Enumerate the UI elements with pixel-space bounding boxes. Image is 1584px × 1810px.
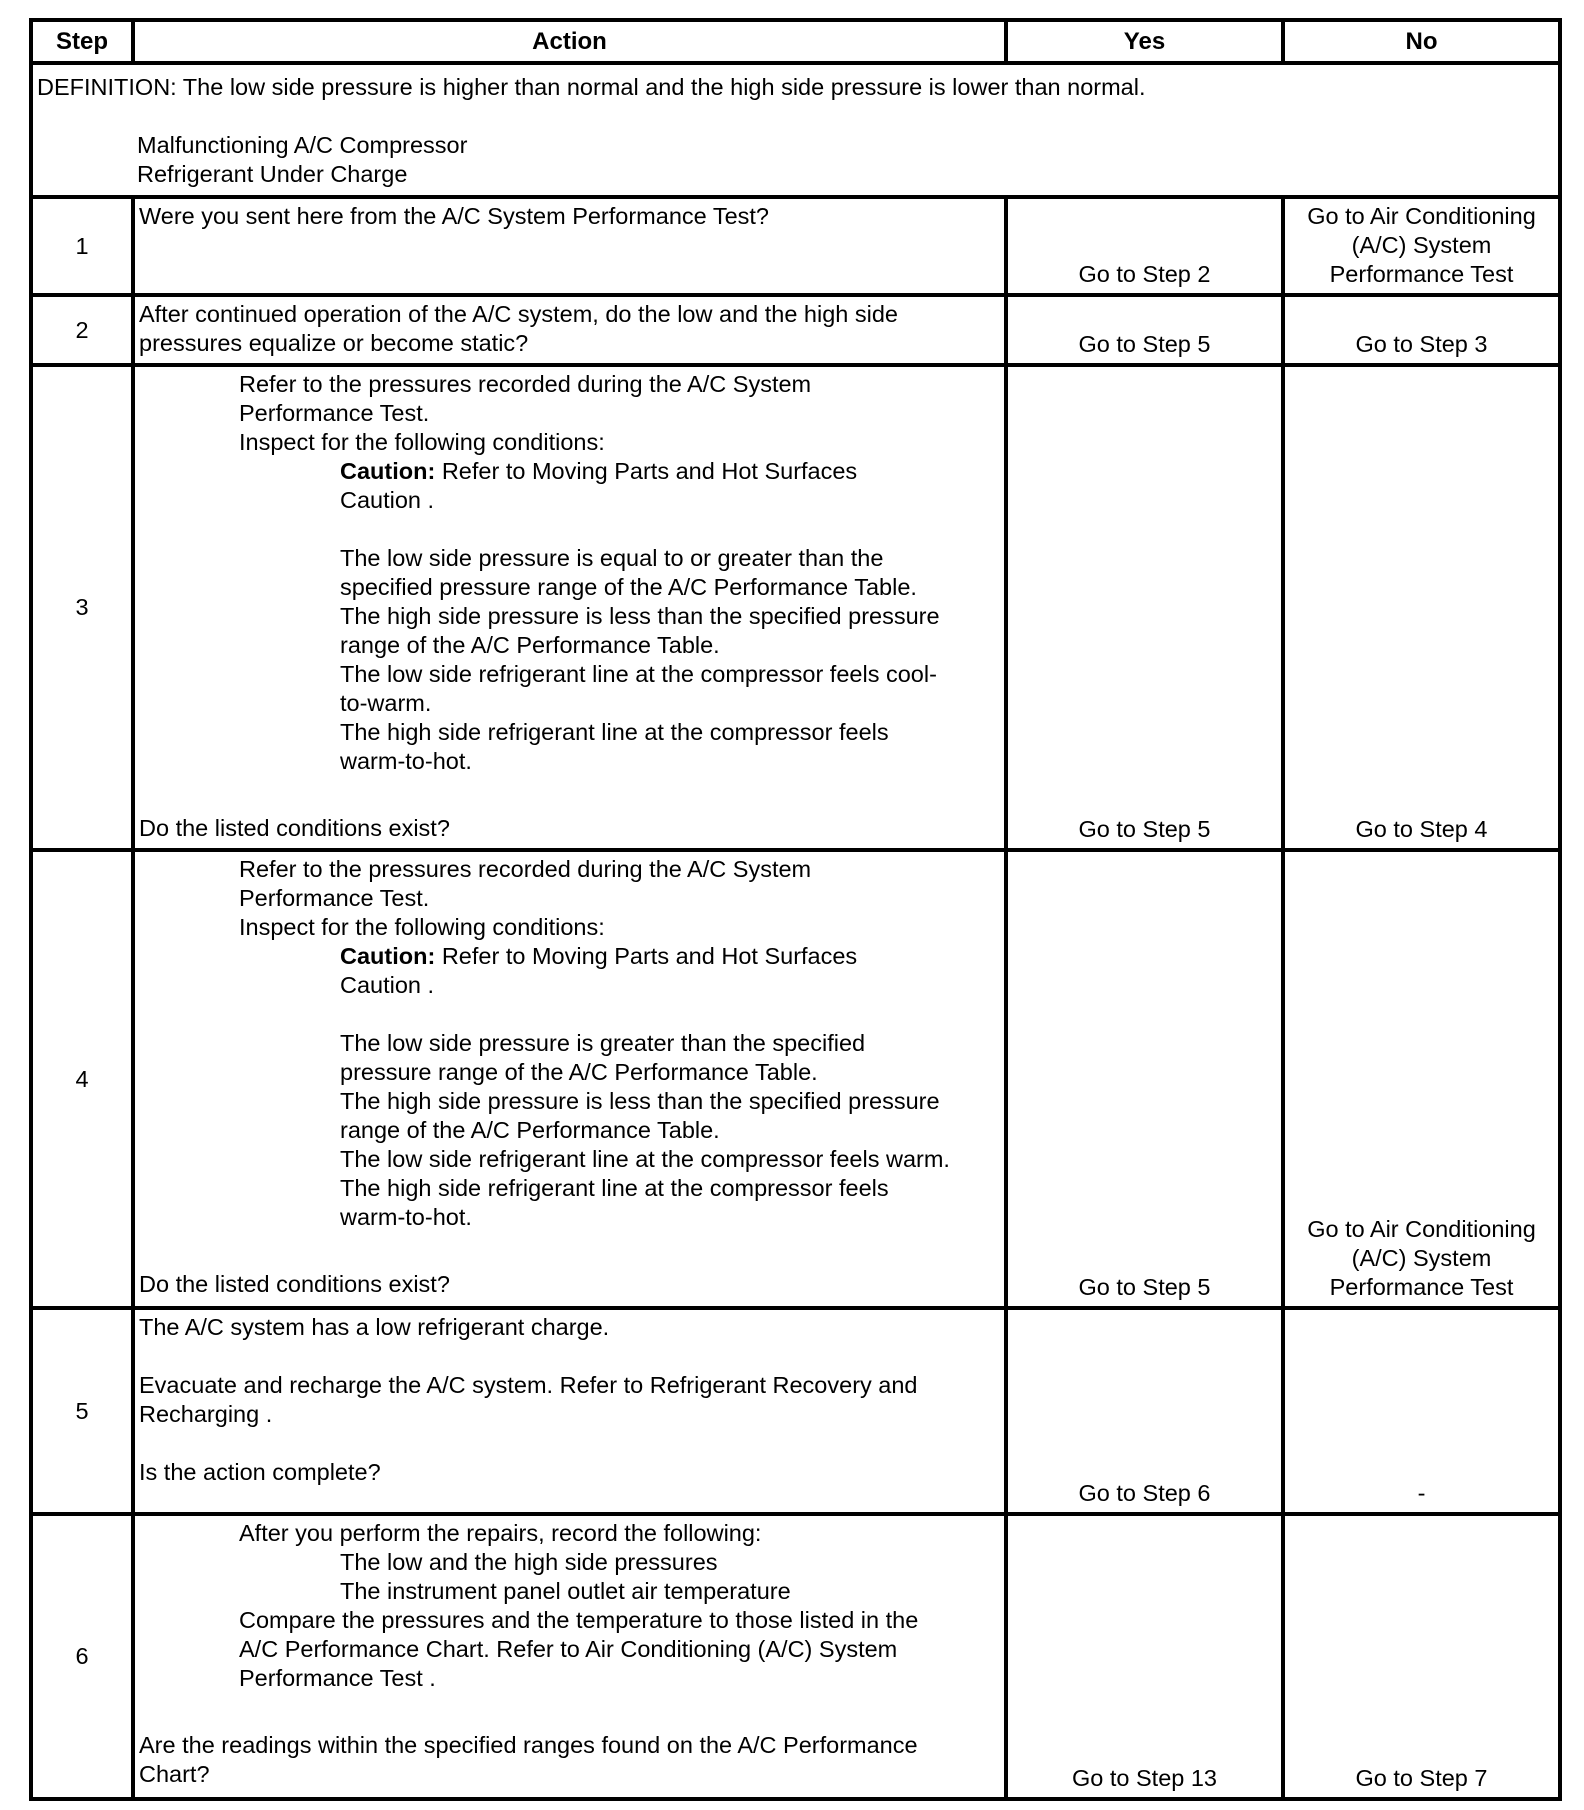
table-row: [31, 295, 1560, 365]
condition-line: warm-to-hot.: [340, 748, 472, 774]
action-line: The A/C system has a low refrigerant charge.: [139, 1314, 610, 1340]
condition-line: The low side pressure is equal to or greater than the: [340, 545, 884, 571]
question-line: Is the action complete?: [139, 1459, 381, 1485]
no-cell: [1283, 1514, 1560, 1799]
condition-line: pressure range of the A/C Performance Table.: [340, 1059, 818, 1085]
no-line: (A/C) System: [1351, 232, 1492, 258]
caution-text: Refer to Moving Parts and Hot Surfaces: [435, 458, 858, 484]
condition-line: range of the A/C Performance Table.: [340, 632, 720, 658]
yes-cell: Go to Step 2: [1006, 197, 1283, 295]
condition-line: The high side refrigerant line at the compressor feels: [340, 1175, 889, 1201]
caution-line: [139, 942, 1000, 971]
condition-line: The high side pressure is less than the specified pressure: [340, 1088, 940, 1114]
action-line: Compare the pressures and the temperature to those listed in the: [239, 1607, 919, 1633]
no-line: Performance Test: [1329, 261, 1514, 287]
condition-line: The instrument panel outlet air temperature: [340, 1578, 791, 1604]
action-cell: [133, 295, 1006, 365]
no-line: (A/C) System: [1351, 1245, 1492, 1271]
condition-line: warm-to-hot.: [340, 1204, 472, 1230]
question-line: Are the readings within the specified ranges found on the A/C Performance: [139, 1732, 918, 1758]
yes-cell: Go to Step 6: [1006, 1308, 1283, 1514]
action-line: Were you sent here from the A/C System Performance Test?: [139, 203, 769, 229]
action-line: After you perform the repairs, record the following:: [239, 1520, 762, 1546]
header-row: [31, 20, 1560, 63]
step-number: 3: [31, 365, 133, 850]
no-cell: [1283, 850, 1560, 1308]
cause-item: Refrigerant Under Charge: [137, 161, 408, 187]
action-line: Evacuate and recharge the A/C system. Refer to Refrigerant Recovery and: [139, 1372, 918, 1398]
table-row: [31, 365, 1560, 850]
yes-cell: Go to Step 5: [1006, 295, 1283, 365]
yes-cell: Go to Step 5: [1006, 365, 1283, 850]
condition-line: range of the A/C Performance Table.: [340, 1117, 720, 1143]
action-line: Refer to the pressures recorded during the A/C System: [239, 371, 812, 397]
step-number: 5: [31, 1308, 133, 1514]
no-cell: [1283, 197, 1560, 295]
caution-line: Caution .: [340, 487, 435, 513]
condition-line: The low side refrigerant line at the compressor feels warm.: [340, 1146, 950, 1172]
table-row: [31, 197, 1560, 295]
question-line: Do the listed conditions exist?: [139, 1271, 450, 1297]
definition-text: DEFINITION: The low side pressure is higher than normal and the high side pressure is lower than normal.: [37, 74, 1146, 100]
table-row: [31, 1308, 1560, 1514]
action-line: Performance Test.: [239, 885, 430, 911]
step-number: 6: [31, 1514, 133, 1799]
condition-line: specified pressure range of the A/C Performance Table.: [340, 574, 917, 600]
condition-line: to-warm.: [340, 690, 432, 716]
diagnostic-table: [29, 18, 1562, 1801]
no-line: Go to Step 7: [1355, 1765, 1488, 1791]
action-line: Refer to the pressures recorded during the A/C System: [239, 856, 812, 882]
cause-item: Malfunctioning A/C Compressor: [137, 132, 468, 158]
action-line: Recharging .: [139, 1401, 273, 1427]
no-line: Go to Air Conditioning: [1307, 1216, 1536, 1242]
action-cell: [133, 1514, 1006, 1799]
action-cell: [133, 197, 1006, 295]
question-line: Do the listed conditions exist?: [139, 815, 450, 841]
yes-cell: Go to Step 5: [1006, 850, 1283, 1308]
header-step: Step: [31, 20, 133, 63]
action-line: Inspect for the following conditions:: [239, 914, 605, 940]
condition-line: The low side refrigerant line at the compressor feels cool-: [340, 661, 937, 687]
no-line: Go to Air Conditioning: [1307, 203, 1536, 229]
no-line: Go to Step 3: [1355, 331, 1488, 357]
no-cell: [1283, 295, 1560, 365]
action-line: Performance Test.: [239, 400, 430, 426]
caution-line: Caution .: [340, 972, 435, 998]
caution-label: Caution:: [340, 458, 436, 484]
condition-line: The low side pressure is greater than the specified: [340, 1030, 866, 1056]
action-line: pressures equalize or become static?: [139, 330, 529, 356]
condition-line: The low and the high side pressures: [340, 1549, 718, 1575]
table-row: [31, 1514, 1560, 1799]
action-cell: [133, 1308, 1006, 1514]
step-number: 1: [31, 197, 133, 295]
action-cell: [133, 850, 1006, 1308]
question-line: Chart?: [139, 1761, 210, 1787]
no-cell: [1283, 1308, 1560, 1514]
caution-label: Caution:: [340, 943, 436, 969]
table-row: [31, 850, 1560, 1308]
action-line: Performance Test .: [239, 1665, 436, 1691]
no-line: Performance Test: [1329, 1274, 1514, 1300]
header-action: Action: [133, 20, 1006, 63]
action-line: After continued operation of the A/C system, do the low and the high side: [139, 301, 898, 327]
condition-line: The high side pressure is less than the specified pressure: [340, 603, 940, 629]
step-number: 4: [31, 850, 133, 1308]
definition-cell: [31, 63, 1560, 197]
no-line: Go to Step 4: [1355, 816, 1488, 842]
condition-line: The high side refrigerant line at the compressor feels: [340, 719, 889, 745]
caution-text: Refer to Moving Parts and Hot Surfaces: [435, 943, 858, 969]
step-number: 2: [31, 295, 133, 365]
action-line: A/C Performance Chart. Refer to Air Conditioning (A/C) System: [239, 1636, 898, 1662]
definition-row: [31, 63, 1560, 197]
header-no: No: [1283, 20, 1560, 63]
caution-line: [139, 457, 1000, 486]
action-cell: [133, 365, 1006, 850]
no-cell: [1283, 365, 1560, 850]
action-line: Inspect for the following conditions:: [239, 429, 605, 455]
yes-cell: Go to Step 13: [1006, 1514, 1283, 1799]
header-yes: Yes: [1006, 20, 1283, 63]
no-line: -: [1417, 1480, 1426, 1506]
